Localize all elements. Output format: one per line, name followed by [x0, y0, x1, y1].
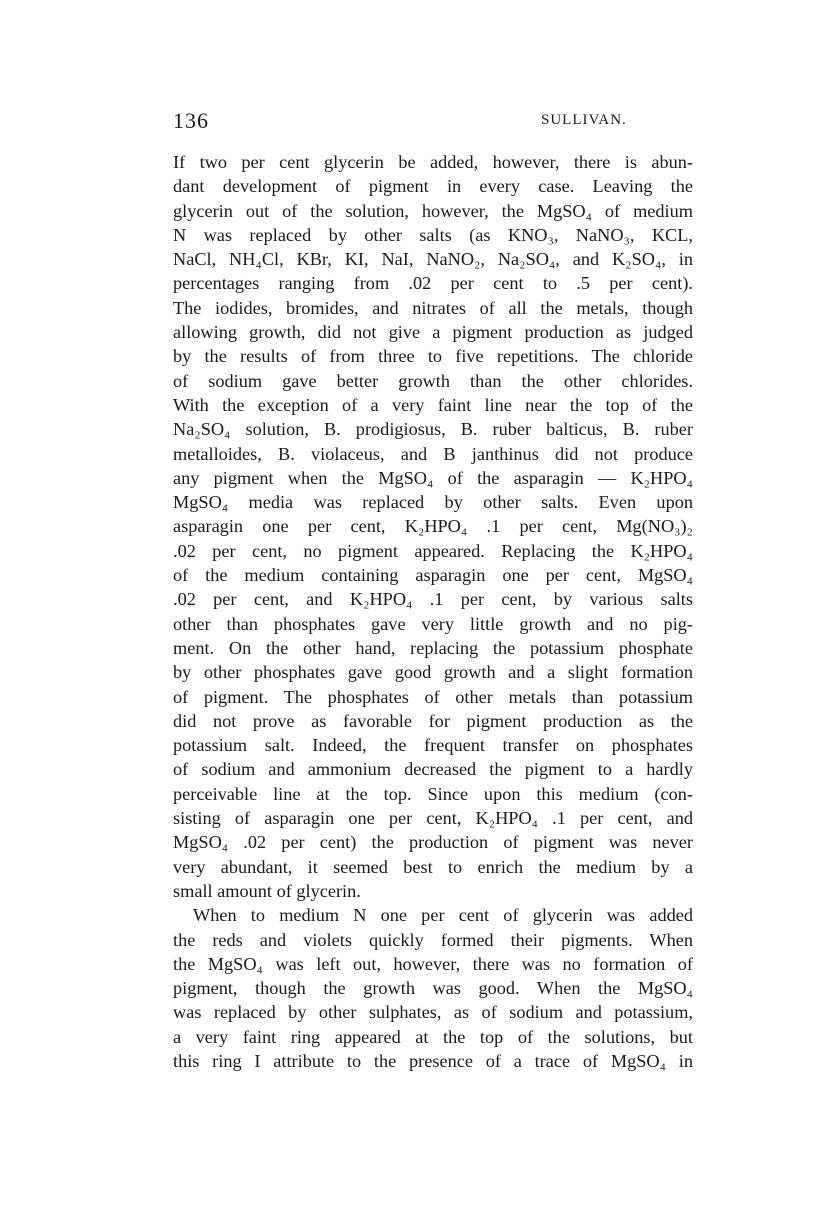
text-line: With the exception of a very faint line near the top of the — [173, 394, 693, 415]
body-text — [173, 150, 693, 1073]
text-line: any pigment when the MgSO₄ of the asparagin — K₂HPO₄ — [173, 467, 693, 488]
running-head: SULLIVAN. — [541, 112, 627, 128]
text-line: ment. On the other hand, replacing the potassium phosphate — [173, 637, 693, 658]
text-line: perceivable line at the top. Since upon this medium (con- — [173, 783, 693, 804]
text-line: a very faint ring appeared at the top of the solutions, but — [173, 1026, 693, 1047]
text-line: asparagin one per cent, K₂HPO₄ .1 per cent, Mg(NO₃)₂ — [173, 516, 693, 537]
page-header — [173, 108, 693, 138]
text-line: by other phosphates gave good growth and a slight formation — [173, 662, 693, 683]
page-number: 136 — [173, 108, 209, 133]
text-line: The iodides, bromides, and nitrates of all the metals, though — [173, 297, 693, 318]
text-line: dant development of pigment in every case. Leaving the — [173, 176, 693, 197]
text-line: MgSO₄ media was replaced by other salts. Even upon — [173, 492, 693, 513]
text-line: glycerin out of the solution, however, the MgSO₄ of medium — [173, 200, 693, 221]
text-line: other than phosphates gave very little growth and no pig- — [173, 613, 693, 634]
text-line: pigment, though the growth was good. When the MgSO₄ — [173, 978, 693, 999]
paragraph-end-line: small amount of glycerin. — [173, 880, 361, 901]
text-line: of sodium gave better growth than the other chlorides. — [173, 370, 693, 391]
text-line: If two per cent glycerin be added, however, there is abun- — [173, 152, 693, 172]
text-line: the reds and violets quickly formed their pigments. When — [173, 929, 693, 950]
text-line: of the medium containing asparagin one per cent, MgSO₄ — [173, 565, 693, 586]
text-line: of sodium and ammonium decreased the pigment to a hardly — [173, 759, 693, 780]
text-line: very abundant, it seemed best to enrich the medium by a — [173, 856, 693, 877]
text-line: percentages ranging from .02 per cent to .5 per cent). — [173, 273, 693, 294]
paragraph-start-line: When to medium N one per cent of glycerin was added — [193, 905, 693, 926]
text-line: this ring I attribute to the presence of a trace of MgSO₄ in — [173, 1050, 693, 1071]
text-line: did not prove as favorable for pigment production as the — [173, 710, 693, 731]
text-line: N was replaced by other salts (as KNO₃, NaNO₃, KCL, — [173, 224, 693, 245]
text-line: the MgSO₄ was left out, however, there was no formation of — [173, 953, 693, 974]
text-line: metalloides, B. violaceus, and B janthinus did not produce — [173, 443, 693, 464]
text-line: allowing growth, did not give a pigment production as judged — [173, 322, 693, 343]
text-line: NaCl, NH₄Cl, KBr, KI, NaI, NaNO₂, Na₂SO₄, and K₂SO₄, in — [173, 249, 693, 270]
text-line: .02 per cent, and K₂HPO₄ .1 per cent, by various salts — [173, 589, 693, 610]
text-line: potassium salt. Indeed, the frequent transfer on phosphates — [173, 735, 693, 756]
text-line: Na₂SO₄ solution, B. prodigiosus, B. ruber balticus, B. ruber — [173, 419, 693, 440]
text-line: sisting of asparagin one per cent, K₂HPO₄ .1 per cent, and — [173, 808, 693, 829]
text-line: .02 per cent, no pigment appeared. Replacing the K₂HPO₄ — [173, 540, 693, 561]
text-line: of pigment. The phosphates of other metals than potassium — [173, 686, 693, 707]
text-line: MgSO₄ .02 per cent) the production of pigment was never — [173, 832, 693, 853]
text-line: was replaced by other sulphates, as of sodium and potassium, — [173, 1002, 693, 1023]
text-line: by the results of from three to five repetitions. The chloride — [173, 346, 693, 367]
